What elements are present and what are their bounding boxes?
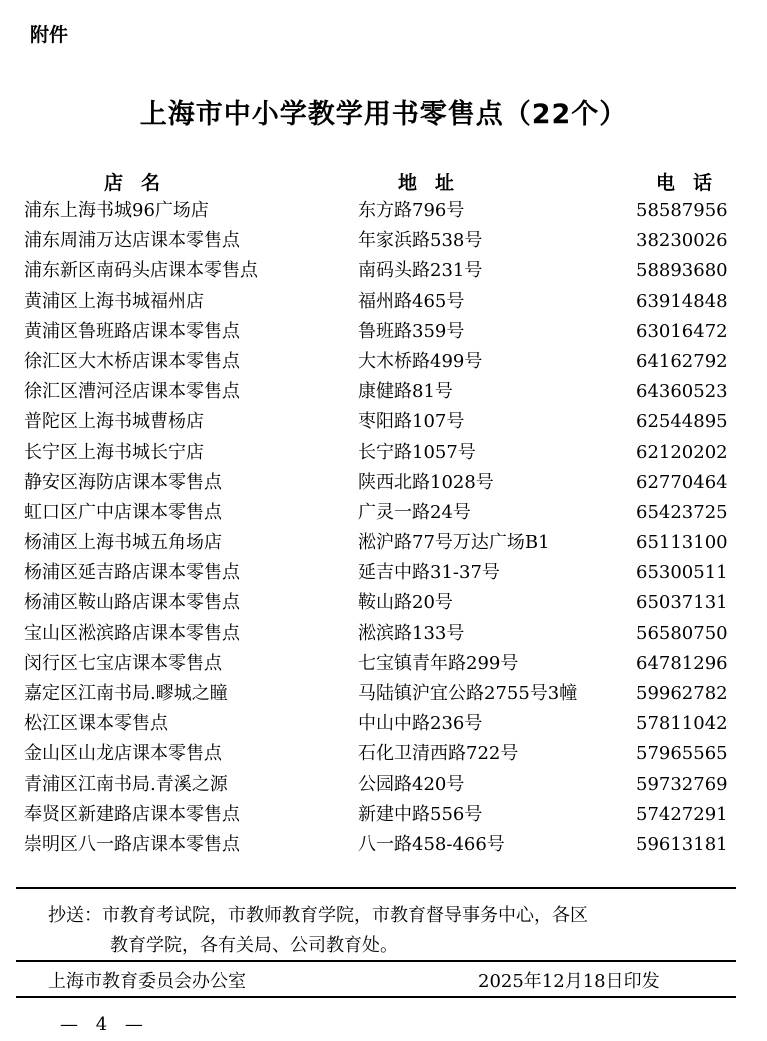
store-address: 淞滨路133号 [358, 622, 465, 644]
store-phone: 59613181 [636, 833, 728, 855]
store-address: 新建中路556号 [358, 803, 483, 825]
header-address: 地址 [398, 172, 473, 194]
store-address: 广灵一路24号 [358, 501, 471, 523]
store-name: 徐汇区大木桥店课本零售点 [24, 350, 240, 372]
store-name: 青浦区江南书局.青溪之源 [24, 773, 228, 795]
store-name: 崇明区八一路店课本零售点 [24, 833, 240, 855]
header-phone: 电话 [656, 172, 731, 194]
table-row [0, 317, 767, 347]
store-phone: 38230026 [636, 230, 728, 252]
store-name: 松江区课本零售点 [24, 713, 168, 735]
store-phone: 62544895 [636, 411, 728, 433]
store-phone: 65300511 [636, 562, 728, 584]
divider-bottom [16, 996, 736, 998]
store-phone: 58587956 [636, 200, 728, 221]
table-row [0, 438, 767, 468]
store-address: 年家浜路538号 [358, 230, 483, 252]
table-row [0, 287, 767, 317]
store-address: 中山中路236号 [358, 713, 483, 735]
store-phone: 59962782 [636, 683, 728, 704]
store-name: 杨浦区延吉路店课本零售点 [24, 562, 240, 584]
store-name: 长宁区上海书城长宁店 [24, 441, 204, 463]
store-name: 虹口区广中店课本零售点 [24, 501, 222, 523]
store-address: 大木桥路499号 [358, 350, 483, 372]
store-address: 马陆镇沪宜公路2755号3幢 [358, 683, 578, 704]
cc-line-2: 教育学院，各有关局、公司教育处。 [110, 935, 398, 956]
table-row [0, 709, 767, 739]
store-address: 七宝镇青年路299号 [358, 652, 519, 674]
store-name: 浦东新区南码头店课本零售点 [24, 260, 258, 282]
store-address: 东方路796号 [358, 200, 465, 221]
table-row [0, 377, 767, 407]
store-name: 杨浦区上海书城五角场店 [24, 532, 222, 554]
store-name: 闵行区七宝店课本零售点 [24, 652, 222, 674]
store-phone: 62120202 [636, 441, 728, 463]
issue-date: 2025年12月18日印发 [478, 971, 660, 992]
header-name: 店名 [104, 172, 179, 194]
store-phone: 64781296 [636, 652, 728, 674]
store-phone: 57965565 [636, 743, 728, 765]
store-address: 鞍山路20号 [358, 592, 453, 614]
page-title: 上海市中小学教学用书零售点（22个） [139, 99, 628, 130]
table-row [0, 347, 767, 377]
store-phone: 58893680 [636, 260, 728, 282]
page-number: — 4 — [60, 1014, 149, 1035]
store-name: 金山区山龙店课本零售点 [24, 743, 222, 765]
table-row [0, 558, 767, 588]
store-address: 南码头路231号 [358, 260, 483, 282]
store-name: 黄浦区鲁班路店课本零售点 [24, 320, 240, 342]
store-name: 黄浦区上海书城福州店 [24, 290, 204, 312]
table-row [0, 679, 767, 709]
store-name: 浦东上海书城96广场店 [24, 200, 209, 221]
table-row [0, 498, 767, 528]
attachment-label: 附件 [30, 24, 69, 46]
store-address: 石化卫清西路722号 [358, 743, 519, 765]
store-phone: 56580750 [636, 622, 728, 644]
store-phone: 59732769 [636, 773, 728, 795]
store-name: 嘉定区江南书局.疁城之瞳 [24, 683, 228, 704]
store-name: 宝山区淞滨路店课本零售点 [24, 622, 240, 644]
table-row [0, 196, 767, 226]
store-name: 杨浦区鞍山路店课本零售点 [24, 592, 240, 614]
table-row [0, 770, 767, 800]
store-address: 康健路81号 [358, 381, 453, 403]
table-row [0, 619, 767, 649]
store-address: 八一路458-466号 [358, 833, 505, 855]
store-name: 浦东周浦万达店课本零售点 [24, 230, 240, 252]
store-name: 普陀区上海书城曹杨店 [24, 411, 204, 433]
table-row [0, 256, 767, 286]
issuing-office: 上海市教育委员会办公室 [48, 971, 246, 992]
store-name: 静安区海防店课本零售点 [24, 471, 222, 493]
store-address: 长宁路1057号 [358, 441, 476, 463]
store-list [0, 196, 767, 860]
store-phone: 57811042 [636, 713, 728, 735]
store-address: 公园路420号 [358, 773, 465, 795]
table-row [0, 407, 767, 437]
divider-middle [16, 960, 736, 962]
table-row [0, 830, 767, 860]
store-address: 淞沪路77号万达广场B1 [358, 532, 550, 554]
store-address: 福州路465号 [358, 290, 465, 312]
table-row [0, 649, 767, 679]
store-phone: 57427291 [636, 803, 728, 825]
table-row [0, 226, 767, 256]
store-address: 鲁班路359号 [358, 320, 465, 342]
table-row [0, 800, 767, 830]
divider-top [16, 887, 736, 889]
store-address: 延吉中路31-37号 [358, 562, 500, 584]
table-row [0, 528, 767, 558]
table-row [0, 468, 767, 498]
store-phone: 64360523 [636, 381, 728, 403]
store-name: 徐汇区漕河泾店课本零售点 [24, 381, 240, 403]
table-row [0, 588, 767, 618]
store-address: 陕西北路1028号 [358, 471, 494, 493]
store-phone: 65423725 [636, 501, 728, 523]
store-name: 奉贤区新建路店课本零售点 [24, 803, 240, 825]
store-phone: 65037131 [636, 592, 728, 614]
store-phone: 62770464 [636, 471, 728, 493]
store-phone: 63914848 [636, 290, 728, 312]
store-address: 枣阳路107号 [358, 411, 465, 433]
store-phone: 64162792 [636, 350, 728, 372]
table-row [0, 739, 767, 769]
store-phone: 65113100 [636, 532, 728, 554]
store-phone: 63016472 [636, 320, 728, 342]
cc-line-1: 抄送：市教育考试院，市教师教育学院，市教育督导事务中心，各区 [48, 905, 588, 926]
